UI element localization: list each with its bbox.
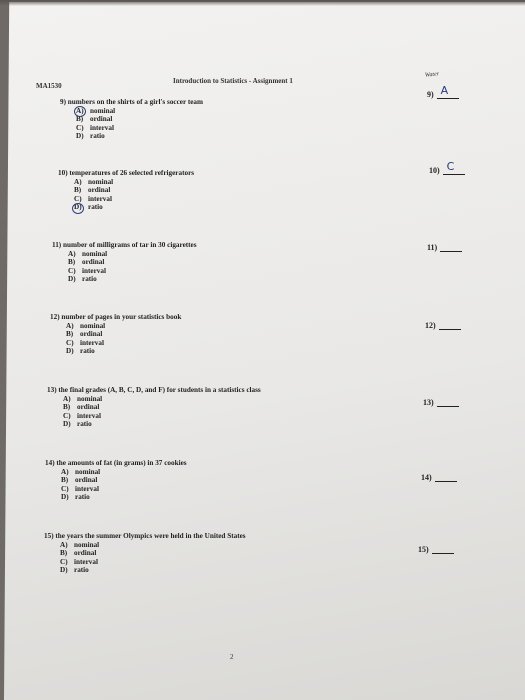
option-b: B) ordinal xyxy=(63,403,100,412)
question-12: 12) number of pages in your statistics book A) nominal B) ordinal C) interval D) ratio xyxy=(50,313,182,356)
question-9 xyxy=(60,98,203,141)
option-c: C) interval xyxy=(61,484,99,493)
answer-circle-mark xyxy=(74,106,86,117)
option-c: C) interval xyxy=(68,266,106,275)
question-number: 9) xyxy=(60,98,66,106)
option-b: B) ordinal xyxy=(60,549,97,558)
option-d: D) ratio xyxy=(68,275,97,284)
question-10: 10) temperatures of 26 selected refrigerators A) nominal B) ordinal C) interval D) ratio xyxy=(58,169,195,212)
answer-slot-14: 14) xyxy=(421,473,457,482)
answer-circle-mark xyxy=(72,203,84,214)
handwritten-answer: C xyxy=(446,160,455,173)
option-a: A) nominal xyxy=(74,177,114,186)
option-a: A) nominal xyxy=(76,106,116,115)
option-b: B) ordinal xyxy=(76,115,113,124)
option-a: A) nominal xyxy=(63,394,103,403)
answer-slot-11: 11) xyxy=(427,243,462,252)
question-15: 15) the years the summer Olympics were held in the United States A) nominal B) ordinal C) interval D) ratio xyxy=(44,532,246,575)
option-d: D) ratio xyxy=(63,420,92,429)
option-a: A) nominal xyxy=(61,467,101,476)
answer-slot-15: 15) xyxy=(418,545,454,554)
student-name-handwritten: Water xyxy=(424,71,440,79)
option-c: C) interval xyxy=(63,411,101,420)
option-b: B) ordinal xyxy=(74,186,111,195)
answer-slot-10: 10) C xyxy=(429,166,465,175)
option-c: C) interval xyxy=(76,123,114,132)
course-code: MA1530 xyxy=(36,82,62,90)
option-d: D) ratio xyxy=(76,132,105,141)
option-d: D) ratio xyxy=(61,493,90,502)
option-d: D) ratio xyxy=(74,203,103,212)
question-13: 13) the final grades (A, B, C, D, and F) for students in a statistics class A) nominal B) ordinal C) interval D) ratio xyxy=(47,386,261,429)
page-edge-shadow xyxy=(0,0,525,6)
answer-slot-13: 13) xyxy=(423,398,459,407)
option-c: C) interval xyxy=(66,338,104,347)
question-text: numbers on the shirts of a girl's soccer team xyxy=(67,98,204,106)
question-14: 14) the amounts of fat (in grams) in 37 cookies A) nominal B) ordinal C) interval D) ratio xyxy=(45,459,187,502)
handwritten-answer: A xyxy=(440,84,449,97)
page-number: 2 xyxy=(230,653,234,661)
option-a: A) nominal xyxy=(66,321,106,330)
option-d: D) ratio xyxy=(66,347,95,356)
option-b: B) ordinal xyxy=(66,330,103,339)
answer-slot-12: 12) xyxy=(425,321,461,330)
answer-slot-9: 9) A xyxy=(427,90,459,99)
option-b: B) ordinal xyxy=(61,476,98,485)
option-a: A) nominal xyxy=(60,540,100,549)
assignment-title: Introduction to Statistics - Assignment 1 xyxy=(173,77,293,85)
option-c: C) interval xyxy=(74,194,112,203)
question-11: 11) number of milligrams of tar in 30 cigarettes A) nominal B) ordinal C) interval D) ratio xyxy=(52,241,197,284)
option-b: B) ordinal xyxy=(68,258,105,267)
option-c: C) interval xyxy=(60,557,98,566)
option-a: A) nominal xyxy=(68,249,108,258)
option-d: D) ratio xyxy=(60,566,89,575)
